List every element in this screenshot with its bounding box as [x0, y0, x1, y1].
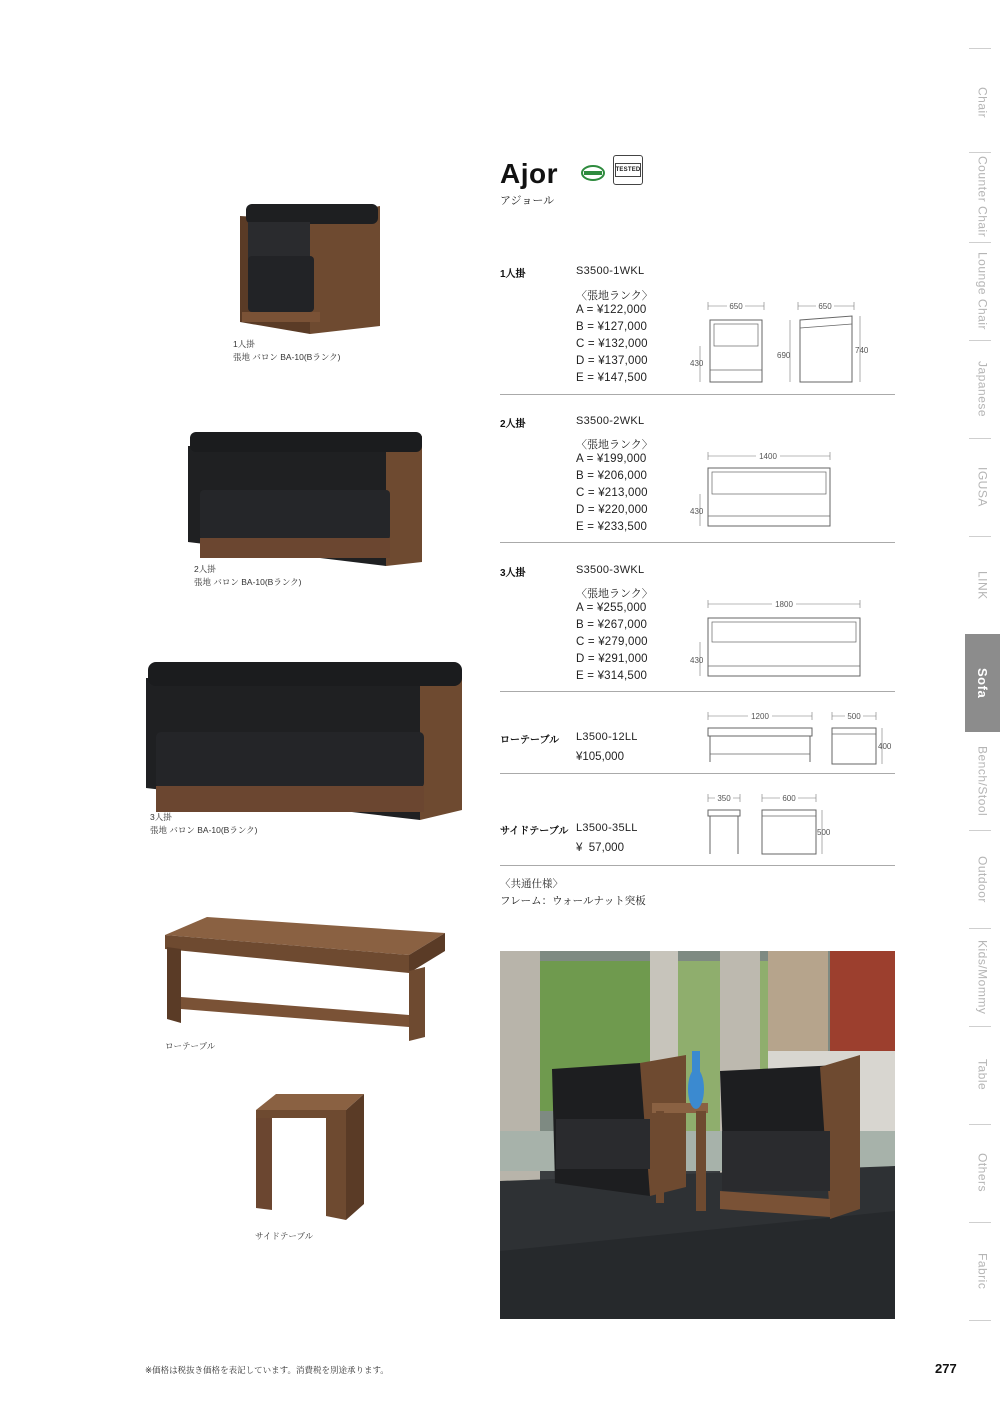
tax-footnote: ※価格は税抜き価格を表記しています。消費税を別途承ります。	[145, 1365, 389, 1375]
dim-one-seat-arm-height: 740	[855, 346, 869, 355]
divider	[500, 865, 895, 866]
rank-heading: 〈張地ランク〉	[576, 290, 653, 302]
spec-label-one-seat: 1人掛	[500, 269, 526, 280]
spec-code-low-table: L3500-12LL	[576, 731, 638, 743]
two-seat-dimension-diagram	[686, 448, 836, 532]
nav-divider	[969, 1320, 991, 1321]
side-navigation	[965, 40, 1000, 1340]
nav-item-table[interactable]: Table	[975, 1059, 990, 1091]
side-table-caption: サイドテーブル	[255, 1231, 314, 1241]
low-table-photo	[163, 915, 445, 1041]
rank-heading: 〈張地ランク〉	[576, 439, 653, 451]
spec-code-two-seat: S3500-2WKL	[576, 415, 645, 427]
dim-two-seat-width: 1400	[759, 452, 777, 461]
two-seat-caption: 2人掛 張地 バロン BA-10(Bランク)	[194, 564, 302, 587]
spec-code-side-table: L3500-35LL	[576, 822, 638, 834]
nav-divider	[969, 48, 991, 49]
dim-side-table-depth: 600	[782, 794, 796, 803]
three-seat-caption: 3人掛 張地 バロン BA-10(Bランク)	[150, 812, 258, 835]
dim-low-table-height: 400	[878, 742, 892, 751]
spec-code-three-seat: S3500-3WKL	[576, 564, 645, 576]
divider	[500, 691, 895, 692]
showroom-scene-photo	[500, 951, 895, 1319]
side-table-dimension-diagram	[700, 790, 840, 858]
nav-item-bench-stool[interactable]: Bench/Stool	[975, 745, 990, 817]
low-table-dimension-diagram	[700, 708, 896, 770]
spec-label-three-seat: 3人掛	[500, 568, 526, 579]
dim-two-seat-seat-height: 430	[690, 507, 704, 516]
dim-three-seat-seat-height: 430	[690, 656, 704, 665]
price-low-table: ¥105,000	[576, 751, 624, 763]
page-number: 277	[935, 1361, 957, 1376]
price-list-one-seat: A = ¥122,000 B = ¥127,000 C = ¥132,000 D = ¥137,000 E = ¥147,500	[576, 304, 648, 384]
price-side-table: ¥ 57,000	[576, 842, 624, 854]
spec-code-one-seat: S3500-1WKL	[576, 265, 645, 277]
nav-item-fabric[interactable]: Fabric	[975, 1252, 990, 1290]
spec-label-low-table: ローテーブル	[500, 735, 560, 746]
price-list-two-seat: A = ¥199,000 B = ¥206,000 C = ¥213,000 D = ¥220,000 E = ¥233,500	[576, 453, 648, 533]
nav-item-chair[interactable]: Chair	[975, 87, 990, 119]
nav-item-others[interactable]: Others	[975, 1153, 990, 1193]
nav-item-outdoor[interactable]: Outdoor	[975, 855, 990, 903]
nav-item-sofa[interactable]: Sofa	[965, 634, 1000, 732]
side-table-photo	[252, 1092, 368, 1224]
product-subtitle: アジョール	[500, 195, 555, 207]
dim-one-seat-seat-height: 430	[690, 359, 704, 368]
two-seat-sofa-photo	[186, 430, 426, 568]
rank-heading: 〈張地ランク〉	[576, 588, 653, 600]
dim-one-seat-width: 650	[729, 302, 743, 311]
low-table-caption: ローテーブル	[165, 1041, 216, 1051]
one-seat-dimension-diagram	[686, 296, 876, 390]
divider	[500, 773, 895, 774]
nav-item-japanese[interactable]: Japanese	[975, 360, 990, 418]
dim-low-table-width: 1200	[751, 712, 769, 721]
divider	[500, 394, 895, 395]
dim-three-seat-width: 1800	[775, 600, 793, 609]
dim-one-seat-back-height: 690	[777, 351, 791, 360]
price-list-three-seat: A = ¥255,000 B = ¥267,000 C = ¥279,000 D = ¥291,000 E = ¥314,500	[576, 602, 648, 682]
green-mark-icon	[581, 165, 605, 181]
dim-side-table-height: 500	[817, 828, 831, 837]
dim-side-table-width: 350	[717, 794, 731, 803]
divider	[500, 542, 895, 543]
product-title: Ajor	[500, 158, 558, 189]
nav-item-link[interactable]: LINK	[975, 570, 990, 600]
one-seat-sofa-photo	[238, 200, 383, 338]
dim-low-table-depth: 500	[847, 712, 861, 721]
three-seat-dimension-diagram	[686, 596, 866, 682]
spec-label-side-table: サイドテーブル	[500, 826, 569, 837]
nav-item-kids-mommy[interactable]: Kids/Mommy	[975, 939, 990, 1015]
nav-item-lounge-chair[interactable]: Lounge Chair	[975, 251, 990, 331]
nav-item-igusa[interactable]: IGUSA	[975, 467, 990, 507]
dim-one-seat-depth: 650	[818, 302, 832, 311]
common-spec: 〈共通仕様〉 フレーム：ウォールナット突板	[500, 878, 646, 907]
tested-badge-icon: TESTED	[613, 155, 643, 185]
three-seat-sofa-photo	[144, 660, 466, 822]
nav-item-counter-chair[interactable]: Counter Chair	[975, 156, 990, 238]
spec-label-two-seat: 2人掛	[500, 419, 526, 430]
one-seat-caption: 1人掛 張地 バロン BA-10(Bランク)	[233, 339, 341, 362]
